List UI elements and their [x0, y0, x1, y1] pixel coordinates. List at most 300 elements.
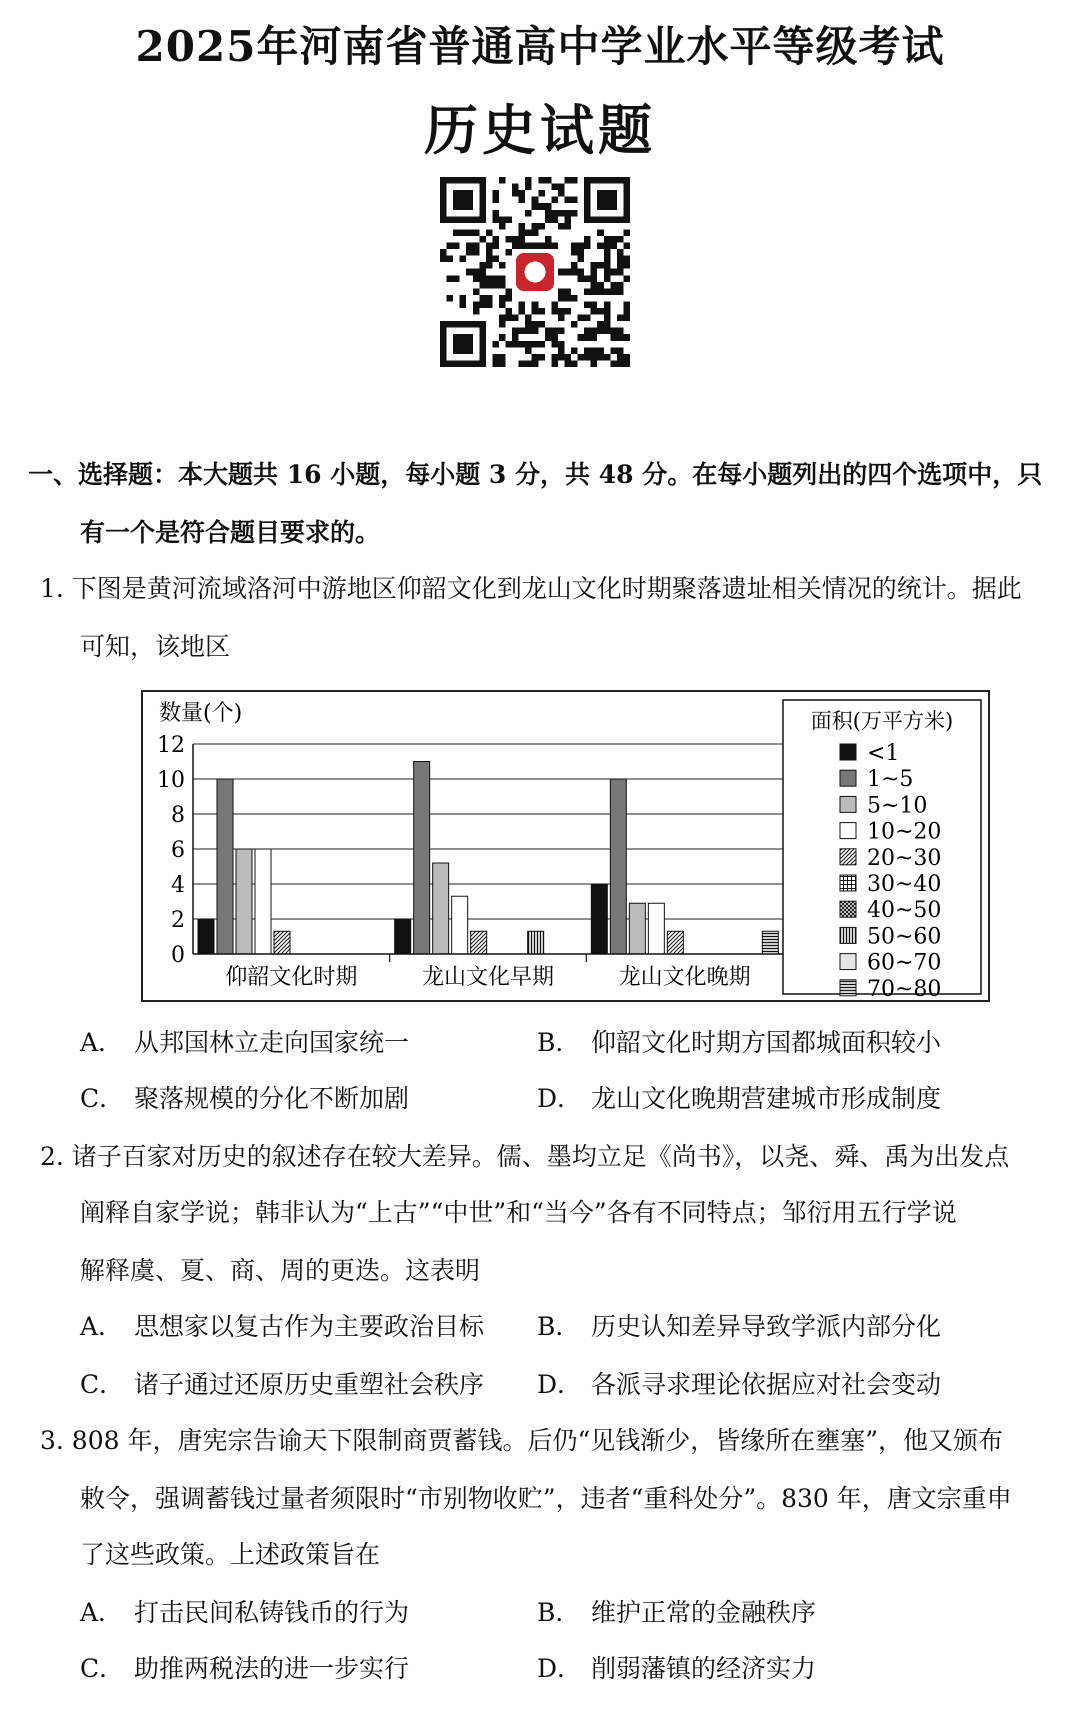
qr-module [512, 328, 519, 335]
qr-module [551, 243, 558, 250]
option-letter: C． [80, 1370, 125, 1399]
qr-module [578, 249, 585, 256]
settlement-chart [141, 690, 990, 1002]
qr-module [512, 315, 519, 322]
qr-module [512, 190, 519, 197]
qr-module [604, 321, 611, 328]
qr-module [578, 243, 585, 250]
qr-module [571, 347, 578, 354]
qr-module [479, 334, 486, 341]
qr-module [545, 243, 552, 250]
qr-module [479, 216, 486, 223]
legend-swatch-4 [840, 849, 856, 865]
qr-module [492, 282, 499, 289]
qr-module [551, 354, 558, 361]
qr-module [466, 341, 473, 348]
qr-module [453, 197, 460, 204]
qr-module [499, 354, 506, 361]
qr-module [519, 328, 526, 335]
qr-module [623, 360, 630, 367]
qr-module [453, 216, 460, 223]
qr-module [584, 347, 591, 354]
qr-module [506, 341, 513, 348]
qr-module [447, 256, 454, 263]
qr-module [591, 360, 598, 367]
option-text: 诸子通过还原历史重塑社会秩序 [134, 1370, 485, 1399]
qr-module [591, 282, 598, 289]
qr-module [499, 295, 506, 302]
qr-module [578, 315, 585, 322]
qr-module [591, 269, 598, 276]
qr-module [479, 262, 486, 269]
qr-module [532, 354, 539, 361]
bar-1-0 [395, 919, 411, 954]
qr-module [597, 347, 604, 354]
qr-module [519, 301, 526, 308]
qr-module [460, 216, 467, 223]
qr-module [584, 236, 591, 243]
qr-module [564, 269, 571, 276]
qr-module [551, 360, 558, 367]
qr-module [564, 308, 571, 315]
qr-module [623, 210, 630, 217]
qr-module [538, 177, 545, 184]
option-letter: D． [537, 1370, 583, 1399]
question-1-stem-line-2: 可知，该地区 [80, 632, 231, 661]
qr-module [551, 334, 558, 341]
question-2-stem-line-1: 2. 诸子百家对历史的叙述存在较大差异。儒、墨均立足《尚书》，以尧、舜、禹为出发点 [40, 1142, 1010, 1171]
qr-module [479, 269, 486, 276]
qr-module [447, 216, 454, 223]
qr-module [623, 315, 630, 322]
legend-entry-8: 60~70 [867, 950, 942, 976]
qr-module [591, 354, 598, 361]
qr-module [466, 177, 473, 184]
qr-module [532, 308, 539, 315]
qr-module [479, 295, 486, 302]
qr-module [623, 275, 630, 282]
qr-module [499, 301, 506, 308]
qr-module [440, 360, 447, 367]
qr-module [519, 236, 526, 243]
y-tick-label: 12 [157, 733, 185, 758]
option-letter: C． [80, 1084, 125, 1113]
qr-module [532, 203, 539, 210]
qr-module [440, 328, 447, 335]
qr-module [538, 321, 545, 328]
qr-module [466, 203, 473, 210]
qr-module [479, 360, 486, 367]
qr-module [460, 256, 467, 263]
qr-module [532, 321, 539, 328]
qr-module [623, 177, 630, 184]
qr-module [473, 321, 480, 328]
qr-module [479, 341, 486, 348]
qr-module [617, 177, 624, 184]
qr-module [597, 288, 604, 295]
question-3-stem-line-1: 3. 808 年，唐宪宗告谕天下限制商贾蓄钱。后仍“见钱渐少，皆缘所在壅塞”，他又颁布 [40, 1426, 1004, 1455]
legend-swatch-7 [840, 927, 856, 943]
qr-module [466, 334, 473, 341]
option-letter: A． [80, 1598, 124, 1627]
qr-module [492, 236, 499, 243]
qr-module [604, 275, 611, 282]
qr-module [499, 223, 506, 230]
qr-module [460, 203, 467, 210]
qr-module [525, 210, 532, 217]
qr-module [512, 243, 519, 250]
legend-entry-7: 50~60 [867, 924, 942, 950]
qr-module [512, 184, 519, 191]
qr-module [591, 328, 598, 335]
qr-module [473, 243, 480, 250]
qr-module [440, 249, 447, 256]
option-letter: C． [80, 1654, 125, 1683]
qr-module [571, 249, 578, 256]
qr-module [617, 269, 624, 276]
qr-module [479, 347, 486, 354]
qr-module [604, 288, 611, 295]
legend-title: 面积(万平方米) [810, 709, 954, 733]
qr-module [597, 203, 604, 210]
qr-module [499, 262, 506, 269]
option-letter: B． [537, 1028, 581, 1057]
qr-module [597, 197, 604, 204]
qr-module [597, 190, 604, 197]
qr-module [466, 197, 473, 204]
category-label: 龙山文化早期 [421, 965, 555, 990]
qr-module [597, 328, 604, 335]
question-1-option-c[interactable] [80, 1082, 409, 1116]
qr-module [453, 321, 460, 328]
qr-module [591, 216, 598, 223]
qr-module [571, 197, 578, 204]
qr-module [453, 334, 460, 341]
qr-module [460, 295, 467, 302]
option-text: 各派寻求理论依据应对社会变动 [591, 1370, 942, 1399]
qr-module [571, 243, 578, 250]
qr-module [525, 321, 532, 328]
qr-module [564, 223, 571, 230]
qr-module [610, 203, 617, 210]
question-2-option-b[interactable] [537, 1310, 941, 1344]
qr-module [604, 216, 611, 223]
qr-module [519, 190, 526, 197]
qr-module [623, 262, 630, 269]
qr-module [610, 328, 617, 335]
qr-module [617, 360, 624, 367]
qr-module [571, 210, 578, 217]
qr-module [571, 177, 578, 184]
qr-module [584, 197, 591, 204]
qr-module [440, 177, 447, 184]
qr-module [558, 190, 565, 197]
qr-module [617, 216, 624, 223]
qr-module [473, 229, 480, 236]
qr-module [617, 236, 624, 243]
qr-module [597, 354, 604, 361]
qr-module [610, 288, 617, 295]
qr-module [479, 236, 486, 243]
qr-module [610, 360, 617, 367]
qr-module [623, 190, 630, 197]
question-2-stem-line-2: 阐释自家学说；韩非认为“上古”“中世”和“当今”各有不同特点；邹衍用五行学说 [80, 1198, 957, 1227]
qr-module [591, 334, 598, 341]
qr-module [519, 197, 526, 204]
qr-module [571, 269, 578, 276]
qr-module [460, 229, 467, 236]
bar-0-3 [255, 849, 271, 954]
qr-module [506, 295, 513, 302]
question-3-option-a[interactable] [80, 1596, 409, 1630]
question-2-option-a[interactable] [80, 1310, 484, 1344]
legend-swatch-6 [840, 901, 856, 917]
qr-module [584, 328, 591, 335]
qr-module [610, 334, 617, 341]
qr-module [486, 249, 493, 256]
qr-module [591, 347, 598, 354]
qr-module [538, 203, 545, 210]
qr-module [558, 328, 565, 335]
qr-module [604, 236, 611, 243]
exam-title: 2025年河南省普通高中学业水平等级考试 [135, 22, 945, 71]
qr-module [440, 341, 447, 348]
option-letter: A． [80, 1312, 124, 1341]
option-text: 维护正常的金融秩序 [591, 1598, 817, 1627]
qr-module [525, 315, 532, 322]
qr-module [545, 216, 552, 223]
qr-module [506, 288, 513, 295]
qr-module [610, 197, 617, 204]
qr-module [584, 216, 591, 223]
qr-module [551, 308, 558, 315]
qr-module [617, 256, 624, 263]
option-text: 削弱藩镇的经济实力 [591, 1654, 817, 1683]
qr-module [545, 236, 552, 243]
option-letter: B． [537, 1598, 581, 1627]
qr-module [440, 216, 447, 223]
qr-module [558, 269, 565, 276]
qr-module [479, 190, 486, 197]
qr-module [479, 203, 486, 210]
qr-module [440, 203, 447, 210]
bar-1-7 [528, 931, 544, 954]
option-letter: D． [537, 1084, 583, 1113]
qr-module [525, 341, 532, 348]
qr-module [623, 203, 630, 210]
bar-2-3 [648, 903, 664, 954]
qr-module [584, 190, 591, 197]
question-1-option-b[interactable] [537, 1026, 941, 1060]
question-3-option-d[interactable] [537, 1652, 816, 1686]
legend-entry-2: 5~10 [867, 793, 928, 819]
qr-module [538, 223, 545, 230]
qr-module [604, 243, 611, 250]
legend-entry-1: 1~5 [867, 767, 914, 793]
qr-module [499, 321, 506, 328]
qr-module [519, 223, 526, 230]
qr-module [486, 229, 493, 236]
qr-module [558, 295, 565, 302]
qr-module [519, 229, 526, 236]
bar-1-4 [471, 931, 487, 954]
bar-2-1 [610, 779, 626, 954]
qr-module [512, 334, 519, 341]
question-3-option-b[interactable] [537, 1596, 816, 1630]
qr-module [578, 354, 585, 361]
qr-module [473, 249, 480, 256]
question-1-option-d[interactable] [537, 1082, 941, 1116]
qr-module [460, 321, 467, 328]
qr-module [479, 301, 486, 308]
qr-module [545, 334, 552, 341]
qr-module [558, 210, 565, 217]
qr-module [453, 275, 460, 282]
qr-module [584, 203, 591, 210]
qr-module [617, 334, 624, 341]
qr-module [486, 256, 493, 263]
qr-module [453, 177, 460, 184]
qr-module [604, 308, 611, 315]
option-text: 历史认知差异导致学派内部分化 [591, 1312, 942, 1341]
qr-module [558, 308, 565, 315]
qr-module [499, 315, 506, 322]
qr-module [597, 321, 604, 328]
legend-entry-6: 40~50 [867, 898, 942, 924]
qr-module [597, 243, 604, 250]
qr-module [492, 210, 499, 217]
qr-module [492, 190, 499, 197]
qr-module [460, 190, 467, 197]
bar-1-3 [452, 896, 468, 954]
question-2-option-d[interactable] [537, 1368, 941, 1402]
qr-module [610, 347, 617, 354]
option-letter: B． [537, 1312, 581, 1341]
qr-module [440, 347, 447, 354]
qr-module [564, 210, 571, 217]
qr-module [597, 308, 604, 315]
qr-module [617, 288, 624, 295]
subject-title: 历史试题 [424, 98, 656, 162]
legend-swatch-0 [840, 744, 856, 760]
qr-module [466, 269, 473, 276]
qr-module [571, 295, 578, 302]
qr-module [473, 216, 480, 223]
qr-module [479, 210, 486, 217]
qr-module [499, 334, 506, 341]
qr-module [610, 282, 617, 289]
qr-module [519, 360, 526, 367]
y-tick-label: 8 [171, 803, 185, 828]
category-label: 龙山文化晚期 [618, 965, 751, 990]
qr-module [604, 328, 611, 335]
option-text: 聚落规模的分化不断加剧 [134, 1084, 410, 1113]
qr-module [506, 308, 513, 315]
qr-module [617, 262, 624, 269]
qr-module [604, 315, 611, 322]
qr-module [558, 347, 565, 354]
legend-entry-4: 20~30 [867, 845, 942, 871]
qr-module [623, 243, 630, 250]
qr-module [453, 229, 460, 236]
qr-module [558, 184, 565, 191]
y-tick-label: 6 [171, 838, 185, 863]
qr-module [486, 275, 493, 282]
qr-module [440, 197, 447, 204]
qr-module [623, 301, 630, 308]
legend-entry-0: <1 [867, 741, 900, 766]
qr-module [551, 301, 558, 308]
question-2-option-c[interactable] [80, 1368, 484, 1402]
qr-module [584, 243, 591, 250]
legend-swatch-5 [840, 875, 856, 891]
section-instructions-line-1: 一、选择题：本大题共 16 小题，每小题 3 分，共 48 分。在每小题列出的四个选项中，只 [28, 460, 1043, 489]
qr-module [571, 262, 578, 269]
bar-0-0 [198, 919, 214, 954]
qr-code-icon [440, 177, 630, 367]
qr-module [453, 347, 460, 354]
qr-module [584, 334, 591, 341]
qr-module [447, 295, 454, 302]
qr-module [617, 282, 624, 289]
qr-module [610, 243, 617, 250]
qr-module [473, 301, 480, 308]
qr-module [453, 243, 460, 250]
qr-module [486, 243, 493, 250]
option-text: 从邦国林立走向国家统一 [134, 1028, 410, 1057]
qr-module [532, 328, 539, 335]
qr-module [486, 262, 493, 269]
qr-module [486, 295, 493, 302]
qr-module [492, 216, 499, 223]
qr-module [610, 177, 617, 184]
qr-module [440, 210, 447, 217]
qr-module [617, 328, 624, 335]
category-label: 仰韶文化时期 [225, 965, 358, 990]
question-1-option-a[interactable] [80, 1026, 409, 1060]
qr-module [545, 203, 552, 210]
qr-module [578, 256, 585, 263]
qr-module [506, 236, 513, 243]
qr-module [564, 354, 571, 361]
qr-module [479, 177, 486, 184]
qr-module [545, 328, 552, 335]
question-3-option-c[interactable] [80, 1652, 409, 1686]
qr-module [440, 256, 447, 263]
bar-0-1 [217, 779, 233, 954]
qr-module [473, 177, 480, 184]
qr-module [440, 334, 447, 341]
qr-module [440, 321, 447, 328]
qr-module [584, 210, 591, 217]
qr-module [499, 275, 506, 282]
qr-module [453, 341, 460, 348]
qr-module [597, 229, 604, 236]
qr-module [604, 249, 611, 256]
question-2-stem-line-3: 解释虞、夏、商、周的更迭。这表明 [80, 1256, 481, 1285]
qr-module [466, 347, 473, 354]
qr-module [604, 203, 611, 210]
qr-module [538, 190, 545, 197]
qr-module [525, 360, 532, 367]
qr-module [610, 236, 617, 243]
qr-module [532, 301, 539, 308]
qr-module [519, 243, 526, 250]
qr-module [604, 301, 611, 308]
legend-swatch-2 [840, 796, 856, 812]
qr-module [610, 216, 617, 223]
qr-module [623, 184, 630, 191]
